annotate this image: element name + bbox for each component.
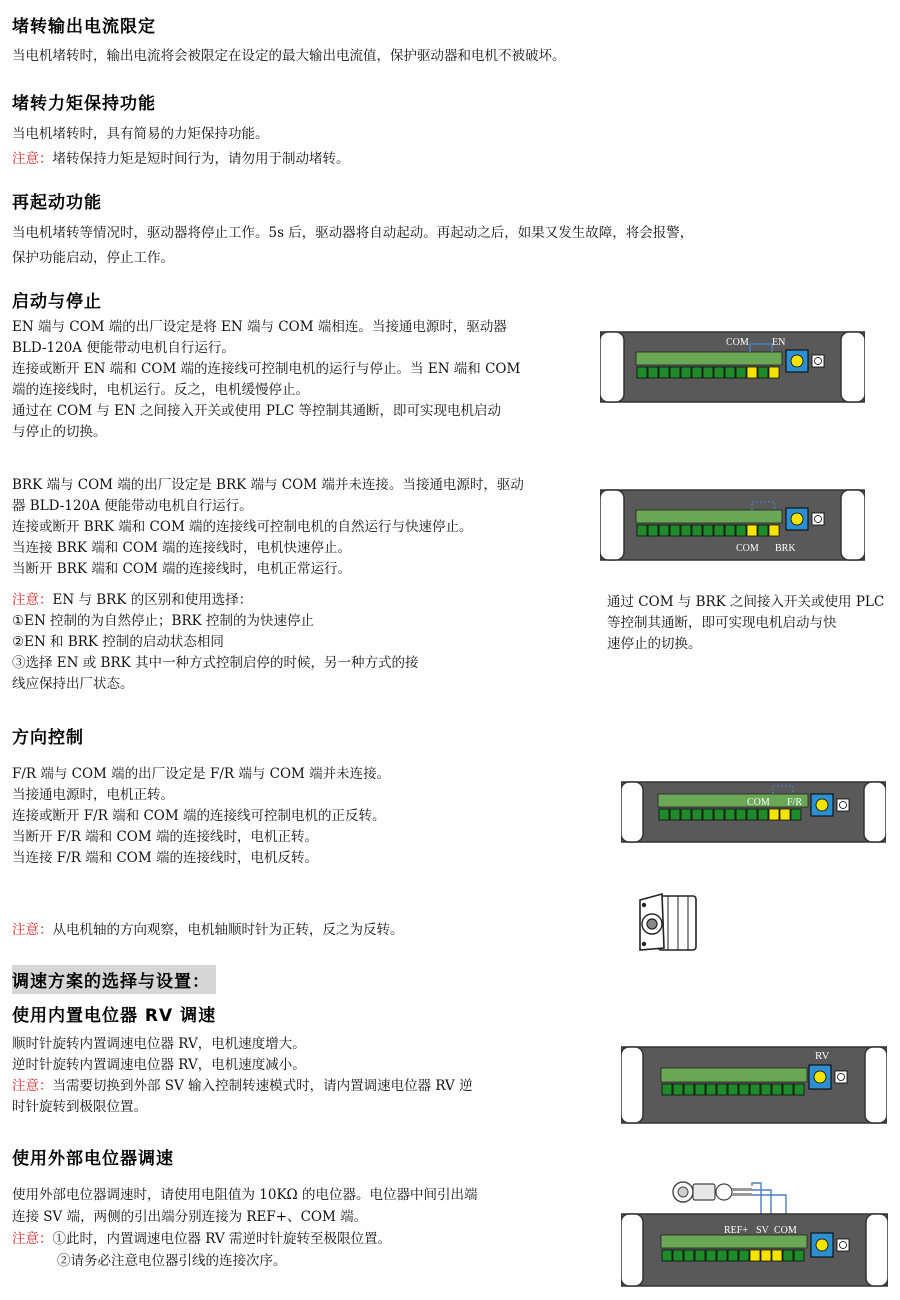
terminal-row: [659, 809, 801, 820]
paragraph-stall-current: 当电机堵转时，输出电流将会被限定在设定的最大输出电流值，保护驱动器和电机不被破坏。: [12, 48, 566, 64]
paragraph-rv-line-2: 逆时针旋转内置调速电位器 RV，电机速度减小。: [12, 1057, 306, 1073]
terminal-block-top: [661, 1235, 807, 1248]
terminal-label-com: COM: [774, 1225, 797, 1236]
section-title-start-stop: 启动与停止: [12, 292, 102, 312]
external-potentiometer: [673, 1182, 752, 1202]
terminal-label-com: COM: [747, 797, 770, 808]
note-rv: [12, 1076, 473, 1097]
indicator-led: [835, 1071, 847, 1083]
indicator-led: [812, 513, 824, 525]
mount-ear-right: [864, 782, 886, 842]
note-label: 注意：: [12, 922, 53, 938]
terminal-label-com: COM: [726, 337, 749, 348]
terminal-block-top: [661, 1068, 807, 1082]
paragraph-en-line-1: EN 端与 COM 端的出厂设定是将 EN 端与 COM 端相连。当接通电源时，驱动器: [12, 319, 507, 335]
section-title-restart: 再起动功能: [12, 193, 102, 213]
mount-ear-right: [841, 332, 865, 402]
subsection-title-rv: 使用内置电位器 RV 调速: [12, 1006, 217, 1026]
note-en-brk: [12, 590, 252, 611]
indicator-led: [837, 799, 849, 811]
section-title-direction: 方向控制: [12, 728, 84, 748]
paragraph-en-line-4: 端的连接线时，电机运行。反之，电机缓慢停止。: [12, 382, 309, 398]
paragraph-en-line-5: 通过在 COM 与 EN 之间接入开关或使用 PLC 等控制其通断，即可实现电机启动: [12, 403, 502, 419]
note-label: 注意：: [12, 1231, 53, 1247]
subsection-title-external: 使用外部电位器调速: [12, 1149, 174, 1169]
terminal-label-ref: REF+: [724, 1225, 748, 1236]
note-text: ①此时，内置调速电位器 RV 需逆时针旋转至极限位置。: [52, 1231, 392, 1247]
terminal-block-top: [636, 352, 782, 365]
mount-ear-right: [841, 490, 865, 560]
paragraph-direction-line-4: 当断开 F/R 端和 COM 端的连接线时，电机正转。: [12, 829, 318, 845]
note-item-2: ②EN 和 BRK 控制的启动状态相同: [12, 634, 224, 650]
note-item-4: 线应保持出厂状态。: [12, 676, 134, 692]
terminal-label-com: COM: [736, 543, 759, 554]
motor-shaft: [647, 919, 657, 929]
indicator-led: [837, 1239, 849, 1251]
note-label: 注意：: [12, 151, 53, 167]
terminal-row: [637, 367, 779, 378]
note-ext-line-2: ②请务必注意电位器引线的连接次序。: [57, 1253, 287, 1269]
mount-ear-left: [621, 782, 643, 842]
side-note-line-1: 通过 COM 与 BRK 之间接入开关或使用 PLC: [607, 594, 885, 610]
terminal-row: [662, 1250, 804, 1261]
paragraph-direction-line-3: 连接或断开 F/R 端和 COM 端的连接线可控制电机的正反转。: [12, 808, 386, 824]
mount-ear-left: [600, 332, 624, 402]
paragraph-restart-line-2: 保护功能启动，停止工作。: [12, 250, 174, 266]
paragraph-restart-line-1: 当电机堵转等情况时，驱动器将停止工作。5s 后，驱动器将自动起动。再起动之后，如果又发生故障，将会报警，: [12, 225, 694, 241]
note-item-3: ③选择 EN 或 BRK 其中一种方式控制启停的时候，另一种方式的接: [12, 655, 419, 671]
potentiometer-label-rv: RV: [815, 1050, 830, 1062]
driver-diagram-brk: [600, 488, 865, 563]
note-text: 从电机轴的方向观察，电机轴顺时针为正转，反之为反转。: [52, 922, 404, 938]
side-note-line-3: 速停止的切换。: [607, 636, 702, 652]
paragraph-brk-line-4: 当连接 BRK 端和 COM 端的连接线时，电机快速停止。: [12, 540, 352, 556]
note-label: 注意：: [12, 592, 53, 608]
mount-ear-right: [866, 1214, 888, 1286]
paragraph-en-line-6: 与停止的切换。: [12, 424, 107, 440]
driver-diagram-rv: [621, 1045, 887, 1125]
paragraph-direction-line-2: 当接通电源时，电机正转。: [12, 787, 174, 803]
paragraph-rv-line-1: 顺时针旋转内置调速电位器 RV，电机速度增大。: [12, 1036, 306, 1052]
motor-sketch: [634, 888, 700, 958]
side-note-line-2: 等控制其通断，即可实现电机启动与快: [607, 615, 837, 631]
paragraph-brk-line-2: 器 BLD-120A 便能带动电机自行运行。: [12, 498, 253, 514]
terminal-row: [662, 1084, 804, 1095]
mount-ear-left: [621, 1047, 643, 1123]
terminal-block-top: [658, 794, 808, 807]
note-text: EN 与 BRK 的区别和使用选择：: [52, 592, 253, 608]
note-rv-line-2: 时针旋转到极限位置。: [12, 1099, 147, 1115]
section-title-speed: 调速方案的选择与设置：: [12, 965, 216, 994]
mount-ear-right: [865, 1047, 887, 1123]
note-text: 当需要切换到外部 SV 输入控制转速模式时，请内置调速电位器 RV 逆: [52, 1078, 473, 1094]
paragraph-en-line-2: BLD-120A 便能带动电机自行运行。: [12, 340, 235, 356]
note-text: 堵转保持力矩是短时间行为，请勿用于制动堵转。: [52, 151, 350, 167]
driver-diagram-external-pot: [621, 1178, 888, 1288]
paragraph-en-line-3: 连接或断开 EN 端和 COM 端的连接线可控制电机的运行与停止。当 EN 端和 COM: [12, 361, 521, 377]
paragraph-brk-line-5: 当断开 BRK 端和 COM 端的连接线时，电机正常运行。: [12, 561, 352, 577]
driver-diagram-fr: [621, 780, 886, 844]
terminal-label-brk: BRK: [775, 543, 796, 554]
note-item-1: ①EN 控制的为自然停止；BRK 控制的为快速停止: [12, 613, 315, 629]
paragraph-brk-line-3: 连接或断开 BRK 端和 COM 端的连接线可控制电机的自然运行与快速停止。: [12, 519, 473, 535]
paragraph-direction-line-5: 当连接 F/R 端和 COM 端的连接线时，电机反转。: [12, 850, 318, 866]
paragraph-direction-line-1: F/R 端与 COM 端的出厂设定是 F/R 端与 COM 端并未连接。: [12, 766, 391, 782]
paragraph-ext-line-1: 使用外部电位器调速时，请使用电阻值为 10KΩ 的电位器。电位器中间引出端: [12, 1187, 478, 1203]
paragraph-stall-torque: 当电机堵转时，具有简易的力矩保持功能。: [12, 126, 269, 142]
note-stall-torque: [12, 149, 350, 170]
note-direction: [12, 920, 404, 941]
terminal-label-sv: SV: [756, 1225, 769, 1236]
mount-ear-left: [600, 490, 624, 560]
note-label: 注意：: [12, 1078, 53, 1094]
section-title-stall-current: 堵转输出电流限定: [12, 17, 156, 37]
terminal-label-fr: F/R: [787, 797, 803, 808]
terminal-label-en: EN: [772, 337, 786, 348]
driver-diagram-en: [600, 330, 865, 405]
terminal-row: [637, 525, 779, 536]
paragraph-brk-line-1: BRK 端与 COM 端的出厂设定是 BRK 端与 COM 端并未连接。当接通电源时，驱动: [12, 477, 524, 493]
indicator-led: [812, 355, 824, 367]
section-title-stall-torque: 堵转力矩保持功能: [12, 94, 156, 114]
mount-ear-left: [621, 1214, 643, 1286]
note-ext: [12, 1229, 391, 1250]
paragraph-ext-line-2: 连接 SV 端，两侧的引出端分别连接为 REF+、COM 端。: [12, 1209, 368, 1225]
terminal-block-top: [636, 510, 782, 523]
